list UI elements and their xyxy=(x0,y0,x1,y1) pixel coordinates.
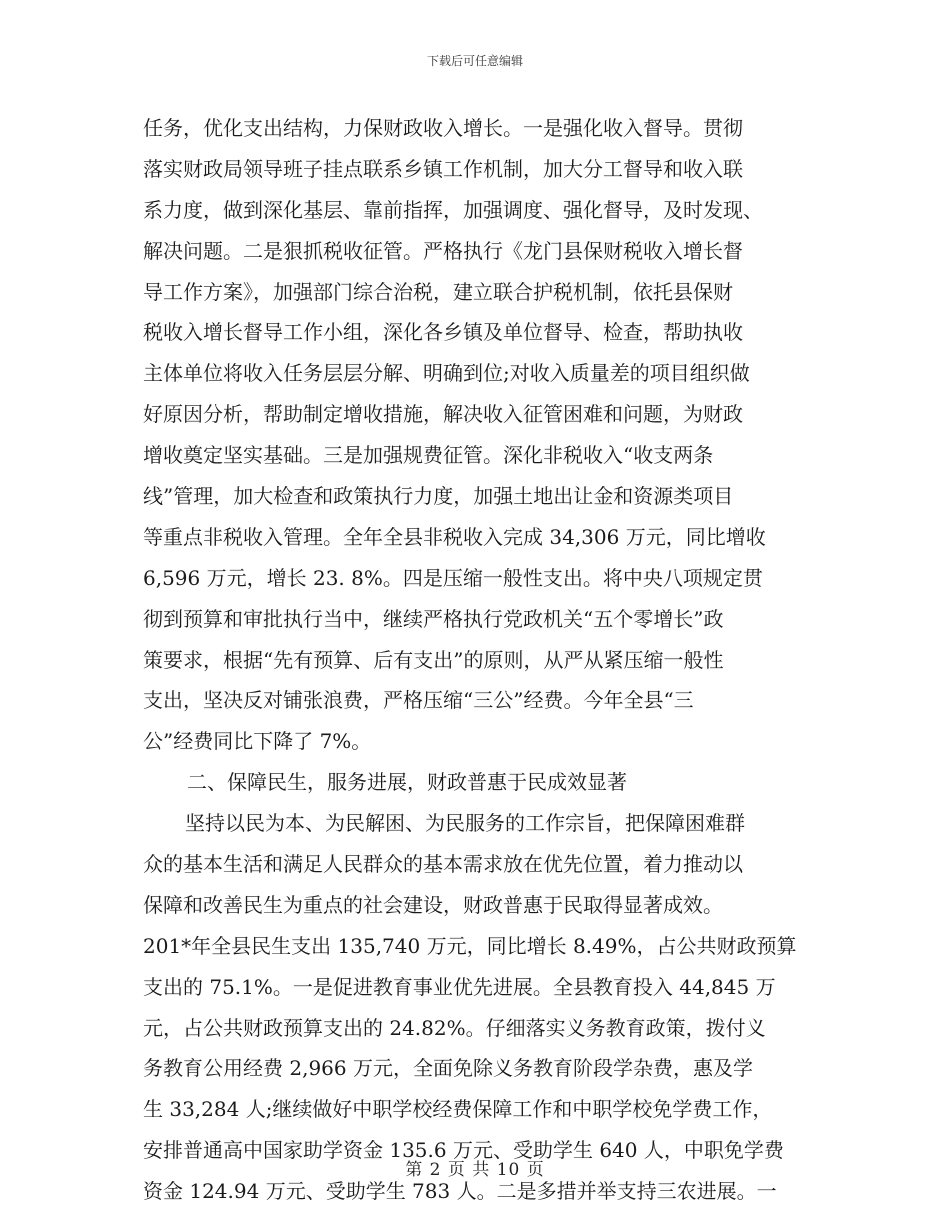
text-line: 等重点非税收入管理。全年全县非税收入完成 34,306 万元，同比增收 xyxy=(143,524,766,549)
text-line: 彻到预算和审批执行当中，继续严格执行党政机关“五个零增长”政 xyxy=(143,606,724,631)
document-body xyxy=(143,108,813,1212)
text-line: 主体单位将收入任务层层分解、明确到位;对收入质量差的项目组织做 xyxy=(143,361,750,386)
text-line: 众的基本生活和满足人民群众的基本需求放在优先位置，着力推动以 xyxy=(143,852,743,877)
text-line: 201*年全县民生支出 135,740 万元，同比增长 8.49%，占公共财政预算 xyxy=(143,933,797,958)
section-heading: 二、保障民生，服务进展，财政普惠于民成效显著 xyxy=(187,770,627,795)
text-line: 生 33,284 人;继续做好中职学校经费保障工作和中职学校免学费工作， xyxy=(143,1097,773,1122)
text-line: 增收奠定坚实基础。三是加强规费征管。深化非税收入“收支两条 xyxy=(143,443,714,468)
text-line: 元，占公共财政预算支出的 24.82%。仔细落实义务教育政策，拨付义 xyxy=(143,1015,766,1040)
text-line: 保障和改善民生为重点的社会建设，财政普惠于民取得显著成效。 xyxy=(143,892,723,917)
text-line: 好原因分析，帮助制定增收措施，解决收入征管困难和问题，为财政 xyxy=(143,402,743,427)
text-line: 解决问题。二是狠抓税收征管。严格执行《龙门县保财税收入增长督 xyxy=(143,238,743,263)
page-header-note: 下载后可任意编辑 xyxy=(426,54,523,68)
text-line: 6,596 万元，增长 23. 8%。四是压缩一般性支出。将中央八项规定贯 xyxy=(143,565,763,590)
text-line: 支出的 75.1%。一是促进教育事业优先进展。全县教育投入 44,845 万 xyxy=(143,974,776,999)
text-line: 落实财政局领导班子挂点联系乡镇工作机制，加大分工督导和收入联 xyxy=(143,156,743,181)
text-line: 安排普通高中国家助学资金 135.6 万元、受助学生 640 人，中职免学费 xyxy=(143,1138,784,1163)
text-line: 线”管理，加大检查和政策执行力度，加强土地出让金和资源类项目 xyxy=(143,484,734,509)
text-line: 税收入增长督导工作小组，深化各乡镇及单位督导、检查，帮助执收 xyxy=(143,320,743,345)
text-line: 系力度，做到深化基层、靠前指挥，加强调度、强化督导，及时发现、 xyxy=(143,197,763,222)
text-line: 任务，优化支出结构，力保财政收入增长。一是强化收入督导。贯彻 xyxy=(143,116,743,140)
text-line: 坚持以民为本、为民解困、为民服务的工作宗旨，把保障困难群 xyxy=(185,811,745,836)
text-line: 公”经费同比下降了 7%。 xyxy=(143,729,372,754)
text-line: 务教育公用经费 2,966 万元，全面免除义务教育阶段学杂费，惠及学 xyxy=(143,1056,753,1081)
text-line: 支出，坚决反对铺张浪费，严格压缩“三公”经费。今年全县“三 xyxy=(143,688,694,713)
text-line: 策要求，根据“先有预算、后有支出”的原则，从严从紧压缩一般性 xyxy=(143,647,724,672)
page-number: 第 2 页 共 10 页 xyxy=(405,1160,545,1180)
text-line: 资金 124.94 万元、受助学生 783 人。二是多措并举支持三农进展。一 xyxy=(143,1179,777,1204)
text-line: 导工作方案》，加强部门综合治税，建立联合护税机制，依托县保财 xyxy=(143,279,733,304)
